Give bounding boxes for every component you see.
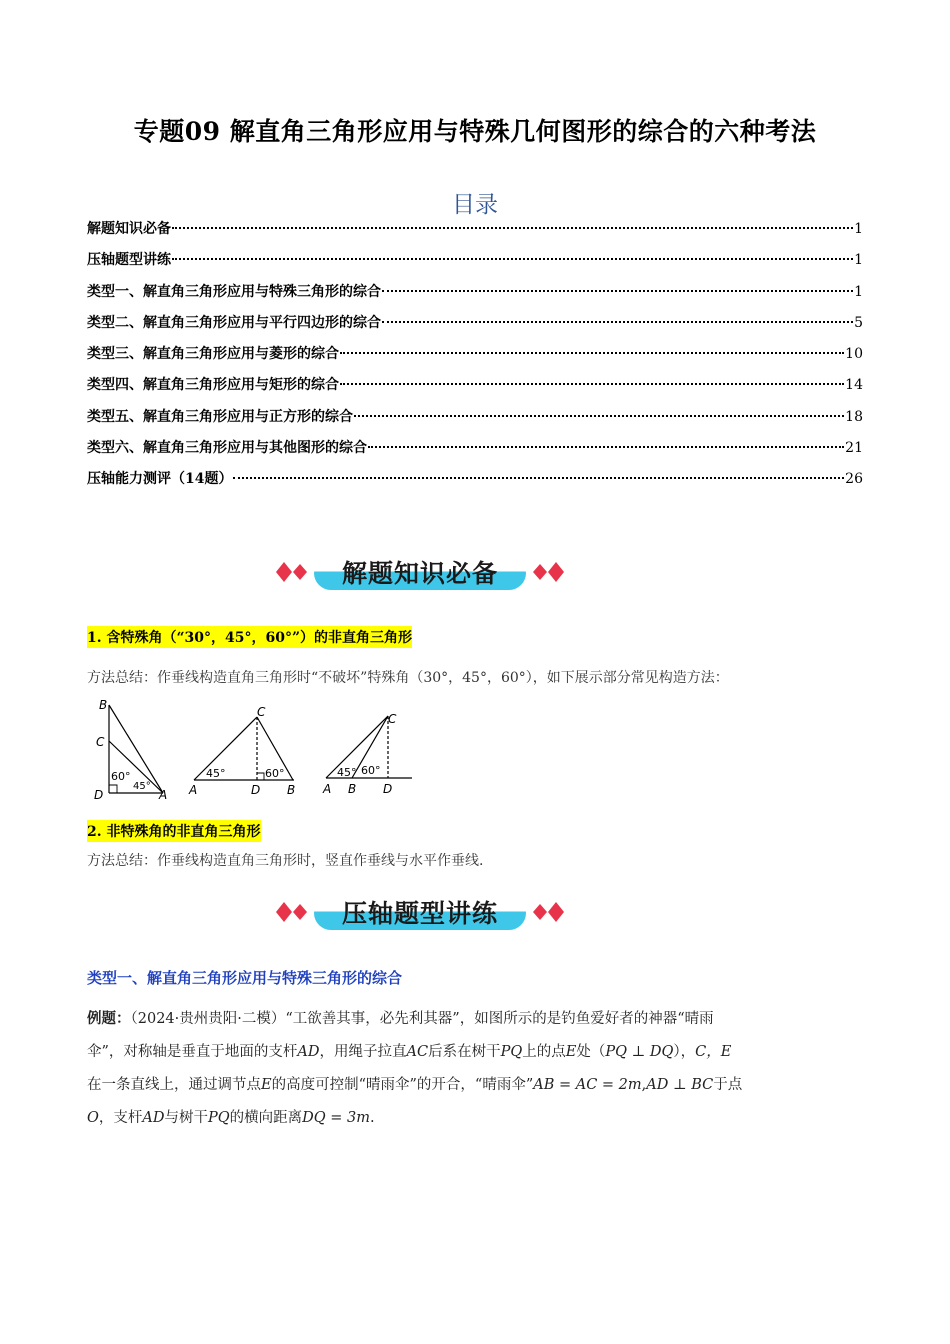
point-label-c: C [257, 705, 266, 719]
toc-leader-dots [382, 290, 853, 292]
toc-entry-page: 10 [845, 346, 863, 363]
toc-leader-dots [340, 383, 844, 385]
diamond-ornament-icon [528, 902, 564, 922]
toc-entry-page: 5 [854, 314, 863, 331]
toc-entry-page: 1 [854, 283, 863, 300]
toc-entry-page: 26 [845, 471, 863, 488]
point-label-d: D [94, 788, 104, 801]
point-label-b: B [99, 698, 108, 712]
example-line-3: 在一条直线上，通过调节点E的高度可控制“晴雨伞”的开合，“晴雨伞”AB = AC = 2m,AD ⊥ BC于点 [87, 1077, 743, 1093]
banner-title: 压轴题型讲练 [341, 899, 498, 928]
example-line-4: O，支杆AD与树干PQ的横向距离DQ = 3m. [87, 1110, 375, 1126]
toc-entry[interactable] [87, 249, 863, 280]
example-line-2: 伞”，对称轴是垂直于地面的支杆AD，用绳子拉直AC后系在树干PQ上的点E处（PQ ⊥ DQ），C，E [87, 1044, 732, 1060]
angle-label-60: 60° [361, 764, 381, 777]
diamond-ornament-icon [528, 562, 564, 582]
toc-entry[interactable] [87, 406, 863, 437]
toc-entry-label: 类型二、解直角三角形应用与平行四边形的综合 [87, 314, 381, 331]
toc-entry-page: 1 [854, 252, 863, 269]
angle-label-45: 45° [133, 781, 151, 792]
toc-leader-dots [354, 415, 844, 417]
toc-entry-label: 类型五、解直角三角形应用与正方形的综合 [87, 408, 353, 425]
point-label-b: B [348, 782, 357, 796]
toc-leader-dots [233, 477, 844, 479]
knowledge-item-1-text: 方法总结：作垂线构造直角三角形时“不破坏”特殊角（30°，45°，60°），如下展示部分常见构造方法： [87, 670, 729, 686]
point-label-a: A [159, 788, 168, 801]
toc-entry[interactable] [87, 468, 863, 499]
point-label-a: A [323, 782, 332, 796]
toc-leader-dots [340, 352, 844, 354]
point-label-b: B [287, 783, 296, 797]
toc-leader-dots [368, 446, 844, 448]
example-problem [87, 1002, 863, 1135]
diamond-ornament-icon [276, 562, 312, 582]
figure-acute-triangle-altitude [186, 700, 304, 800]
type1-heading: 类型一、解直角三角形应用与特殊三角形的综合 [87, 969, 403, 987]
toc-entry-label: 类型四、解直角三角形应用与矩形的综合 [87, 377, 339, 394]
toc-entry-label: 类型六、解直角三角形应用与其他图形的综合 [87, 440, 367, 457]
example-line-1: 例题：（2024·贵州贵阳·二模）“工欲善其事，必先利其器”，如图所示的是钓鱼爱好者的神器“晴雨 [87, 1010, 714, 1027]
knowledge-item-2-title: 2. 非特殊角的非直角三角形 [87, 820, 261, 842]
toc-leader-dots [172, 227, 853, 229]
toc-entry-label: 压轴题型讲练 [87, 252, 171, 269]
document-title: 专题09 解直角三角形应用与特殊几何图形的综合的六种考法 [133, 117, 817, 146]
toc-entry-page: 14 [845, 377, 863, 394]
toc-entry-label: 压轴能力测评（14题） [87, 471, 233, 488]
toc-entry[interactable] [87, 312, 863, 343]
section-banner-practice [276, 892, 566, 938]
toc-heading: 目录 [452, 192, 498, 218]
toc-entry-page: 21 [845, 440, 863, 457]
banner-title: 解题知识必备 [341, 559, 498, 588]
figure-right-triangle-construction [87, 697, 169, 801]
toc-entry[interactable] [87, 343, 863, 374]
figure-obtuse-triangle-altitude [320, 700, 420, 800]
toc-entry[interactable] [87, 218, 863, 249]
toc-entry-label: 类型三、解直角三角形应用与菱形的综合 [87, 346, 339, 363]
angle-label-45: 45° [337, 766, 357, 779]
knowledge-item-2-text: 方法总结：作垂线构造直角三角形时，竖直作垂线与水平作垂线. [87, 853, 484, 869]
section-banner-knowledge [276, 552, 566, 598]
point-label-d: D [251, 783, 261, 797]
toc-entry[interactable] [87, 374, 863, 405]
toc-entry[interactable] [87, 437, 863, 468]
toc-entry[interactable] [87, 281, 863, 312]
point-label-c: C [96, 735, 105, 749]
angle-label-45: 45° [206, 767, 226, 780]
diamond-ornament-icon [276, 902, 312, 922]
table-of-contents [87, 218, 863, 500]
toc-leader-dots [172, 258, 853, 260]
toc-leader-dots [382, 321, 853, 323]
point-label-d: D [383, 782, 393, 796]
angle-label-60: 60° [265, 767, 285, 780]
angle-label-60: 60° [111, 770, 131, 783]
toc-entry-page: 18 [845, 408, 863, 425]
example-label: 例题： [87, 1010, 131, 1027]
toc-entry-label: 类型一、解直角三角形应用与特殊三角形的综合 [87, 283, 381, 300]
knowledge-item-1-title: 1. 含特殊角（“30°，45°，60°”）的非直角三角形 [87, 626, 412, 648]
point-label-c: C [388, 712, 397, 726]
example-source: （2024·贵州贵阳·二模） [130, 1011, 286, 1027]
toc-entry-label: 解题知识必备 [87, 221, 171, 237]
point-label-a: A [189, 783, 198, 797]
toc-entry-page: 1 [854, 221, 863, 237]
